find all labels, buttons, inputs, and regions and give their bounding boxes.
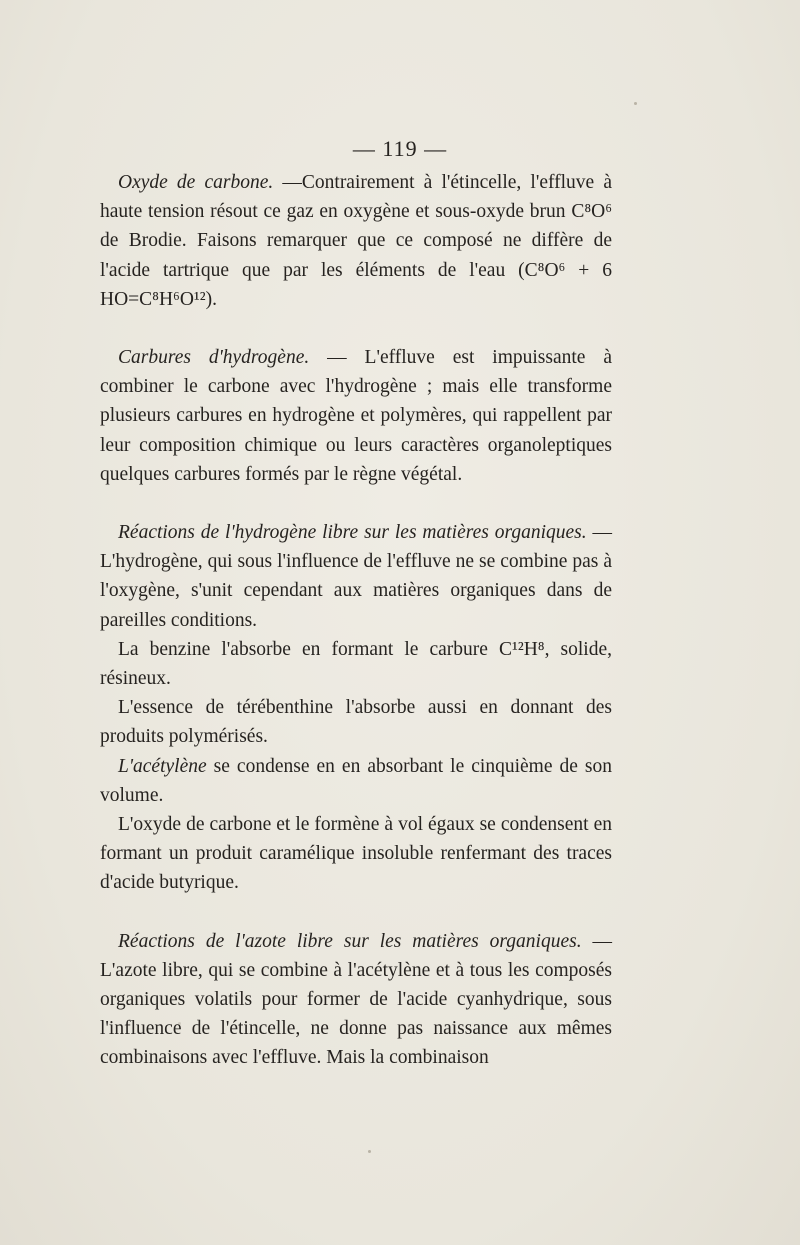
paragraph-carbures: [100, 343, 612, 489]
section-title-hydrogene: Réactions de l'hydrogène libre sur les matières organiques.: [118, 522, 587, 544]
paper-speck: [634, 102, 637, 105]
paragraph-acetylene: [100, 752, 612, 810]
section-title-azote: Réactions de l'azote libre sur les matières organiques.: [118, 930, 582, 952]
paragraph-oxyde-de-carbone: [100, 168, 612, 314]
paper-speck: [368, 1150, 371, 1153]
page-number: — 119 —: [352, 136, 448, 161]
paragraph-text: —Contrairement à l'étincelle, l'effluve à haute tension résout ce gaz en oxygène et sous-oxyde brun C⁸O⁶ de Brodie. Faisons remarquer que ce composé ne diffère de l'acide tartrique que par les éléments de l'eau (C⁸O⁶ + 6 HO=C⁸H⁶O¹²).: [100, 172, 612, 310]
paragraph-azote: [100, 927, 612, 1073]
paragraph-text: — L'azote libre, qui se combine à l'acétylène et à tous les composés organiques volatils pour former de l'acide cyanhydrique, sous l'influence de l'étincelle, ne donne pas naissance aux mêmes combinaisons avec l'effluve. Mais la combinaison: [100, 930, 613, 1069]
paragraph-hydrogene: [100, 518, 612, 635]
section-title-oxyde-de-carbone: Oxyde de carbone.: [118, 172, 274, 193]
paper-speck: [178, 1022, 181, 1025]
page-body: [100, 168, 612, 1073]
paragraph-terebenthine: L'essence de térébenthine l'absorbe aussi en donnant des produits polymérisés.: [100, 697, 612, 748]
paragraph-text: se condense en en absorbant le cinquième de son volume.: [100, 755, 613, 806]
section-title-carbures: Carbures d'hydrogène.: [118, 347, 310, 369]
paragraph-text: — L'hydrogène, qui sous l'influence de l'effluve ne se combine pas à l'oxygène, s'unit cependant aux matières organiques dans de pareilles conditions.: [100, 522, 612, 631]
paragraph-oxyde-formene: L'oxyde de carbone et le formène à vol égaux se condensent en formant un produit caramélique insoluble renfermant des traces d'acide butyrique.: [100, 814, 612, 894]
paragraph-text: — L'effluve est impuissante à combiner le carbone avec l'hydrogène ; mais elle transforme plusieurs carbures en hydrogène et polymères, qui rappellent par leur composition chimique ou leurs caractères organoleptiques quelques carbures formés par le règne végétal.: [100, 347, 612, 485]
italic-lead-acetylene: L'acétylène: [118, 755, 207, 777]
paragraph-benzine: La benzine l'absorbe en formant le carbure C¹²H⁸, solide, résineux.: [100, 638, 612, 690]
